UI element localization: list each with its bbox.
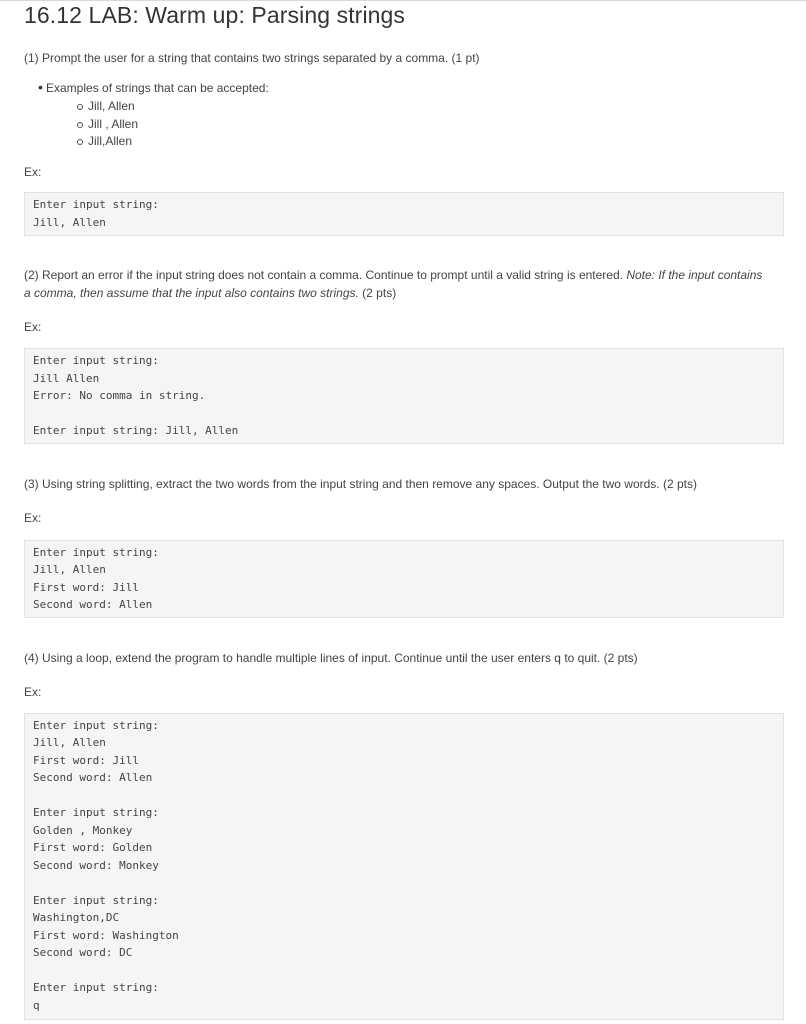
code-line: Enter input string: (33, 546, 159, 559)
code-line: Jill, Allen (33, 563, 106, 576)
code-block-3 (24, 540, 784, 618)
code-line: Enter input string: (33, 806, 159, 819)
examples-bullet: • Examples of strings that can be accepted: (46, 79, 269, 97)
step1-text: (1) Prompt the user for a string that contains two strings separated by a comma. (1 pt) (24, 51, 480, 65)
code-line: Jill, Allen (33, 216, 106, 229)
code-line: Enter input string: (33, 894, 159, 907)
ex-label: Ex: (24, 320, 42, 334)
code-line: Error: No comma in string. (33, 389, 206, 402)
code-line: First word: Washington (33, 929, 179, 942)
step2-pts: (2 pts) (358, 286, 397, 300)
example-item: Jill, Allen (88, 99, 135, 113)
step2-note-line2: a comma, then assume that the input also contains two strings. (24, 286, 359, 300)
step2-note-line1: Note: If the input contains (626, 268, 763, 282)
code-line: q (33, 999, 40, 1012)
code-line: Enter input string: (33, 198, 159, 211)
step2-text (24, 266, 788, 302)
code-line: Enter input string: (33, 981, 159, 994)
example-item: Jill , Allen (88, 117, 139, 131)
code-line: First word: Jill (33, 581, 139, 594)
code-block-4 (24, 713, 784, 1020)
code-line: Washington,DC (33, 911, 120, 924)
code-block-2 (24, 348, 784, 444)
code-line: Enter input string: (33, 354, 159, 367)
step2-lead: (2) Report an error if the input string does not contain a comma. Continue to prompt until a valid string is entered. (24, 268, 627, 282)
code-line: Second word: DC (33, 946, 133, 959)
page-title: 16.12 LAB: Warm up: Parsing strings (24, 2, 406, 28)
code-line: Jill Allen (33, 372, 100, 385)
code-line: Second word: Monkey (33, 859, 159, 872)
code-line: Enter input string: (33, 719, 159, 732)
code-line: Second word: Allen (33, 598, 153, 611)
code-line: Golden , Monkey (33, 824, 133, 837)
code-line: Second word: Allen (33, 771, 153, 784)
ex-label: Ex: (24, 165, 42, 179)
code-block-1 (24, 192, 784, 236)
example-item: Jill,Allen (88, 134, 133, 148)
step3-text: (3) Using string splitting, extract the two words from the input string and then remove any spaces. Output the two words. (2 pts) (24, 477, 697, 491)
code-line: First word: Jill (33, 754, 139, 767)
top-divider (0, 0, 806, 1)
ex-label: Ex: (24, 685, 42, 699)
code-line: First word: Golden (33, 841, 153, 854)
step4-text: (4) Using a loop, extend the program to handle multiple lines of input. Continue until the user enters q to quit. (2 pts) (24, 651, 638, 665)
ex-label: Ex: (24, 511, 42, 525)
code-line: Jill, Allen (33, 736, 106, 749)
code-line: Enter input string: Jill, Allen (33, 424, 239, 437)
